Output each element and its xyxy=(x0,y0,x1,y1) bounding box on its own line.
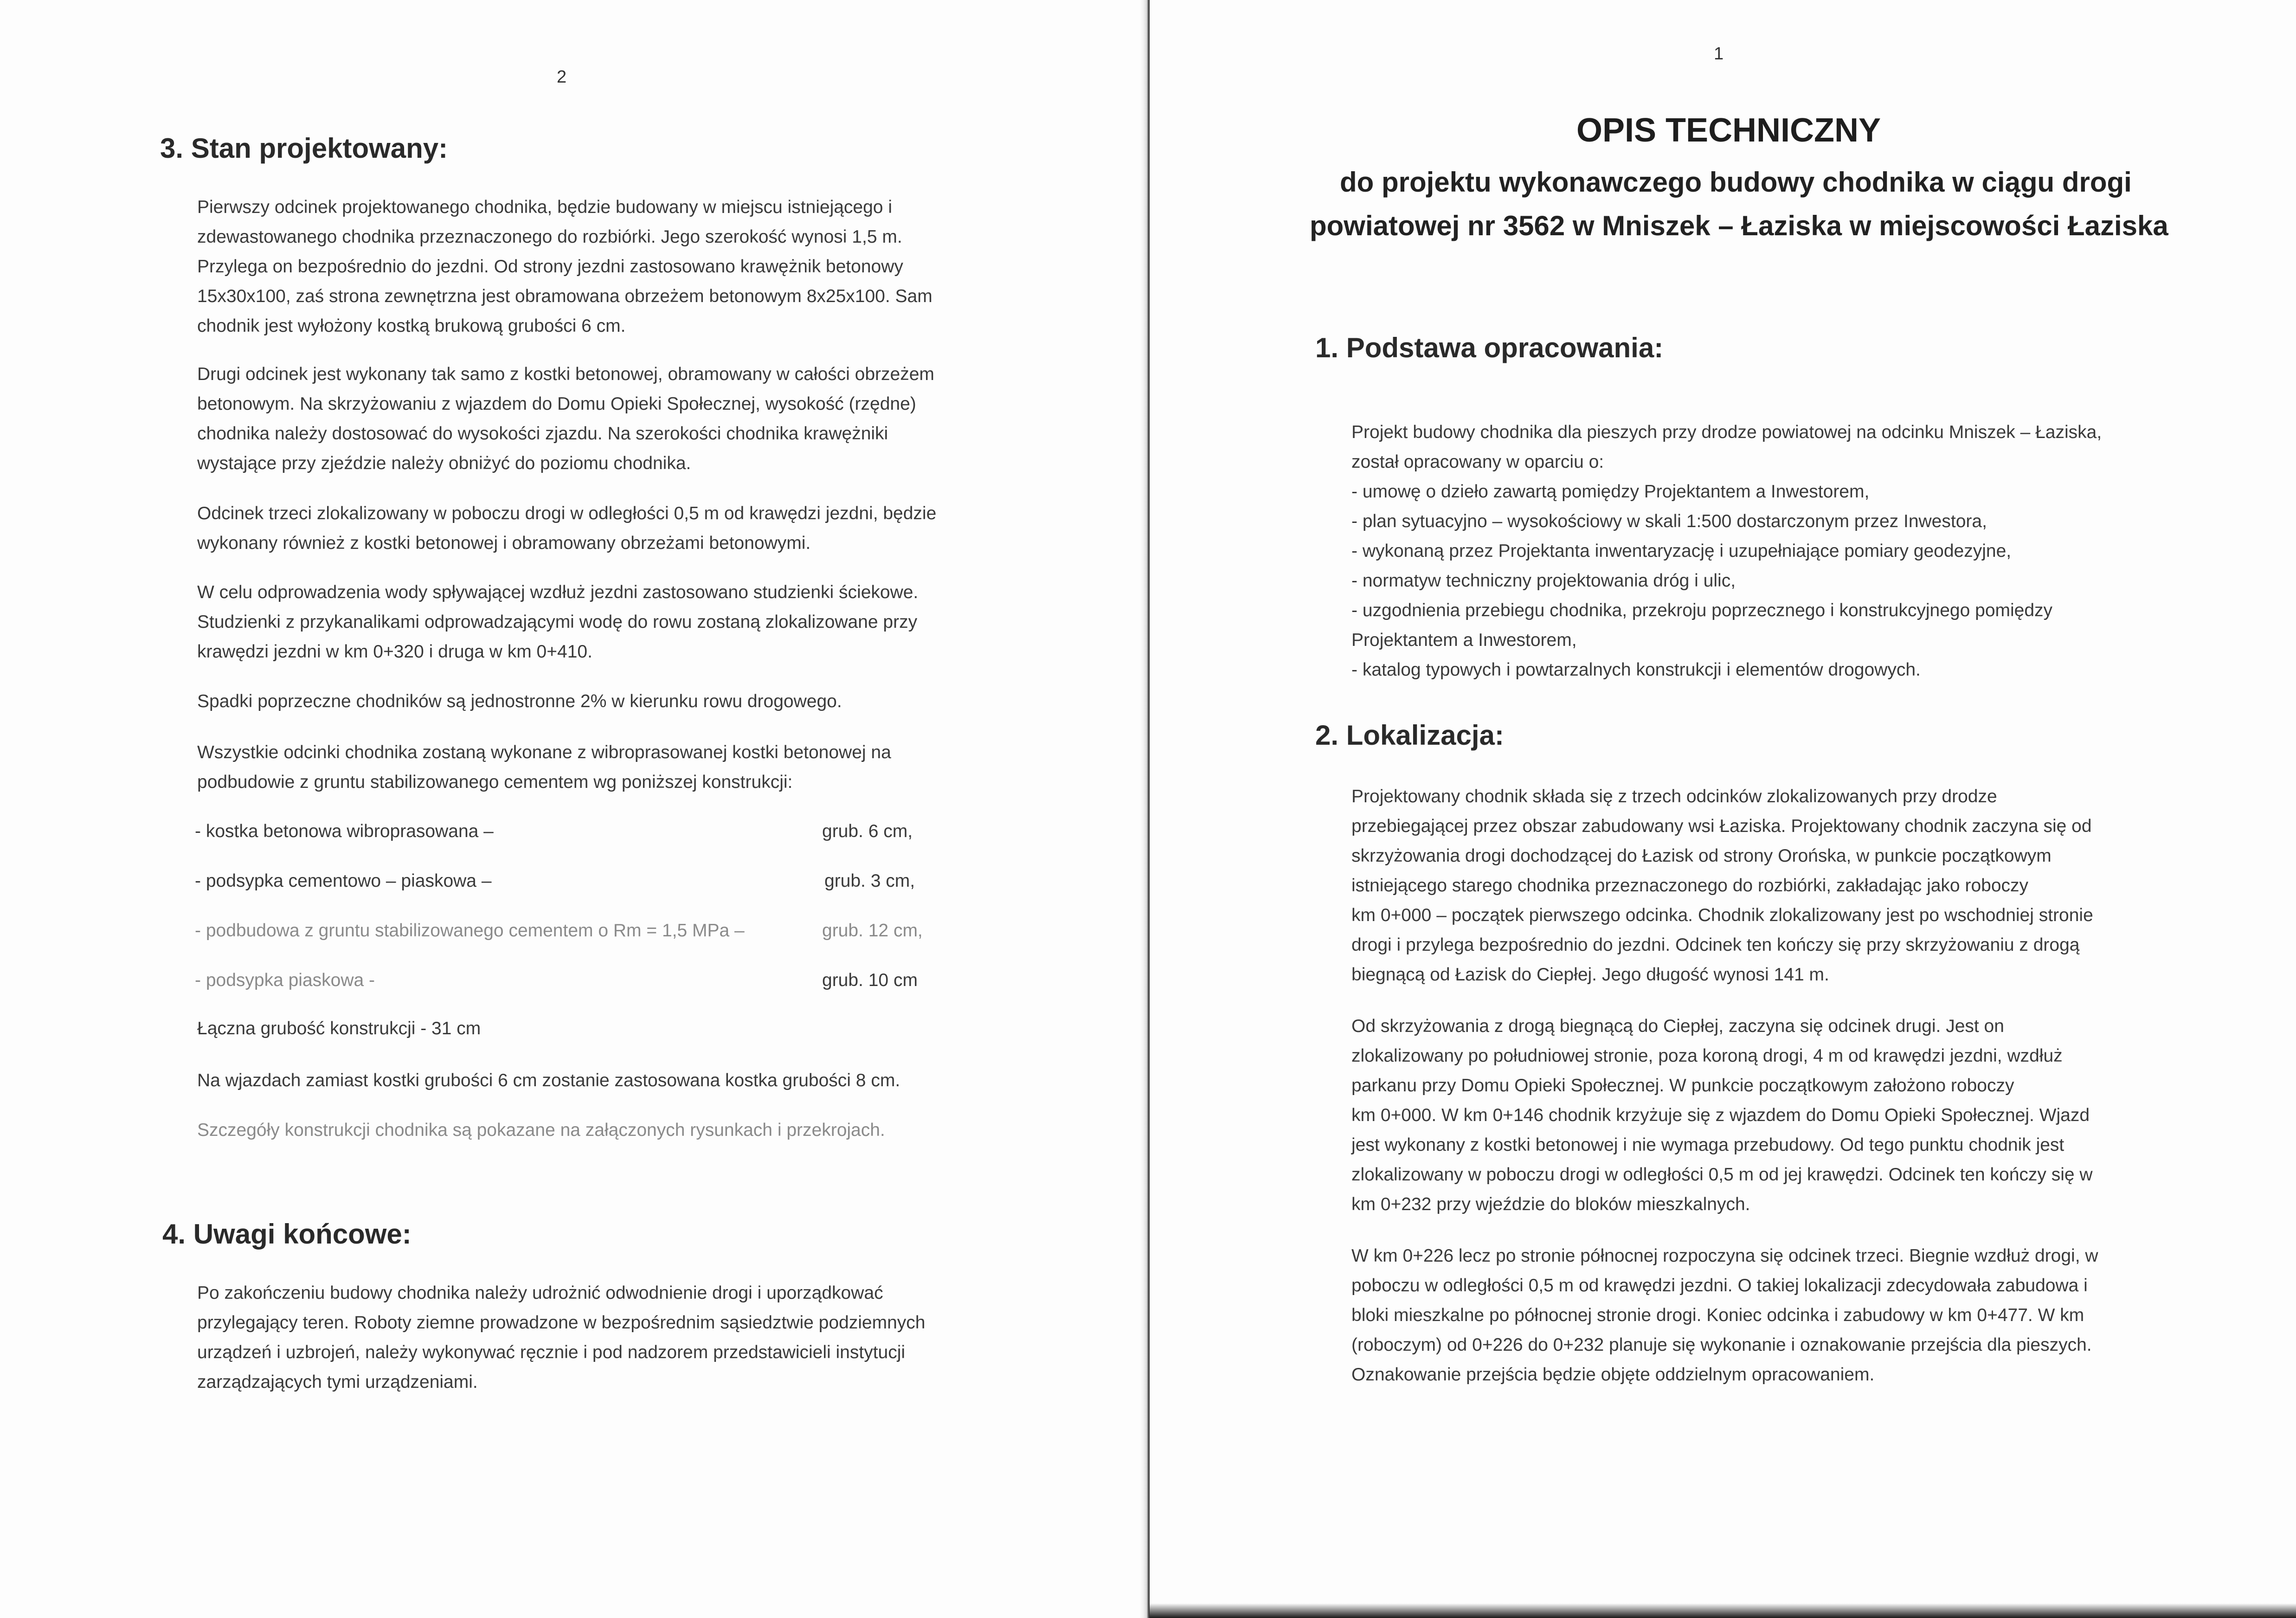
text-line: - uzgodnienia przebiegu chodnika, przekroju poprzecznego i konstrukcyjnego pomiędzy xyxy=(1351,600,2053,620)
section3-paragraph-5 xyxy=(197,687,842,716)
text-line: km 0+232 przy wjeździe do bloków mieszkalnych. xyxy=(1351,1194,1750,1214)
section2-heading: 2. Lokalizacja: xyxy=(1315,720,1504,751)
section4-heading: 4. Uwagi końcowe: xyxy=(162,1218,412,1250)
text-line: urządzeń i uzbrojeń, należy wykonywać ręcznie i pod nadzorem przedstawicieli instytucji xyxy=(197,1342,906,1362)
text-line: - wykonaną przez Projektanta inwentaryzację i uzupełniające pomiary geodezyjne, xyxy=(1351,541,2012,561)
layer-thickness: grub. 3 cm, xyxy=(824,871,915,891)
text-line: - umowę o dzieło zawartą pomiędzy Projektantem a Inwestorem, xyxy=(1351,482,1870,502)
document-subtitle-line-1: do projektu wykonawczego budowy chodnika w ciągu drogi xyxy=(1340,167,2132,198)
text-line: biegnącą od Łazisk do Ciepłej. Jego długość wynosi 141 m. xyxy=(1351,965,1829,985)
section1-paragraph xyxy=(1351,418,2102,685)
text-line: istniejącego starego chodnika przeznaczonego do rozbiórki, zakładając jako roboczy xyxy=(1351,876,2029,896)
text-line: 15x30x100, zaś strona zewnętrzna jest obramowana obrzeżem betonowym 8x25x100. Sam xyxy=(197,286,933,306)
text-line: zarządzających tymi urządzeniami. xyxy=(197,1372,478,1392)
text-line: zlokalizowany po południowej stronie, poza koroną drogi, 4 m od krawędzi jezdni, wzdłuż xyxy=(1351,1046,2063,1066)
text-line: km 0+000 – początek pierwszego odcinka. Chodnik zlokalizowany jest po wschodniej stronie xyxy=(1351,905,2093,925)
text-line: podbudowie z gruntu stabilizowanego cementem wg poniższej konstrukcji: xyxy=(197,772,793,792)
text-line: W km 0+226 lecz po stronie północnej rozpoczyna się odcinek trzeci. Biegnie wzdłuż drogi, w xyxy=(1351,1246,2098,1266)
text-line: zdewastowanego chodnika przeznaczonego do rozbiórki. Jego szerokość wynosi 1,5 m. xyxy=(197,227,902,247)
text-line: - katalog typowych i powtarzalnych konstrukcji i elementów drogowych. xyxy=(1351,660,1921,680)
document-subtitle-line-2: powiatowej nr 3562 w Mniszek – Łaziska w miejscowości Łaziska xyxy=(1310,210,2168,241)
text-line: jest wykonany z kostki betonowej i nie wymaga przebudowy. Od tego punktu chodnik jest xyxy=(1351,1135,2064,1155)
layer-thickness: grub. 6 cm, xyxy=(822,821,913,841)
right-page xyxy=(1150,0,2296,1618)
layer-thickness: grub. 10 cm xyxy=(822,970,918,990)
layer-label: - podsypka piaskowa - xyxy=(195,970,375,990)
text-line: Projektowany chodnik składa się z trzech odcinków zlokalizowanych przy drodze xyxy=(1351,786,1997,806)
text-line: skrzyżowania drogi dochodzącej do Łazisk od strony Orońska, w punkcie początkowym xyxy=(1351,846,2052,866)
text-line: Oznakowanie przejścia będzie objęte oddzielnym opracowaniem. xyxy=(1351,1365,1875,1385)
text-line: drogi i przylega bezpośrednio do jezdni. Odcinek ten kończy się przy skrzyżowaniu z drogą xyxy=(1351,935,2080,955)
document-title: OPIS TECHNICZNY xyxy=(1576,112,1881,149)
text-line: (roboczym) od 0+226 do 0+232 planuje się wykonanie i oznakowanie przejścia dla pieszych. xyxy=(1351,1335,2092,1355)
text-line: Wszystkie odcinki chodnika zostaną wykonane z wibroprasowanej kostki betonowej na xyxy=(197,742,891,762)
section1-heading: 1. Podstawa opracowania: xyxy=(1315,332,1664,363)
text-line: wykonany również z kostki betonowej i obramowany obrzeżami betonowymi. xyxy=(197,533,811,553)
section3-paragraph-1 xyxy=(197,193,933,341)
text-line: wystające przy zjeździe należy obniżyć do poziomu chodnika. xyxy=(197,453,691,473)
text-line: - normatyw techniczny projektowania dróg i ulic, xyxy=(1351,571,1736,591)
text-line: km 0+000. W km 0+146 chodnik krzyżuje się z wjazdem do Domu Opieki Społecznej. Wjazd xyxy=(1351,1105,2090,1125)
text-line: parkanu przy Domu Opieki Społecznej. W punkcie początkowym założono roboczy xyxy=(1351,1076,2014,1096)
section3-paragraph-6 xyxy=(197,738,891,797)
text-line: Po zakończeniu budowy chodnika należy udrożnić odwodnienie drogi i uporządkować xyxy=(197,1283,883,1303)
text-line: Spadki poprzeczne chodników są jednostronne 2% w kierunku rowu drogowego. xyxy=(197,691,842,711)
left-page xyxy=(0,0,1146,1618)
section3-heading: 3. Stan projektowany: xyxy=(160,133,448,164)
driveway-note: Na wjazdach zamiast kostki grubości 6 cm zostanie zastosowana kostka grubości 8 cm. xyxy=(197,1070,900,1090)
text-line: krawędzi jezdni w km 0+320 i druga w km 0+410. xyxy=(197,642,592,662)
section3-paragraph-3 xyxy=(197,499,936,558)
text-line: W celu odprowadzenia wody spływającej wzdłuż jezdni zastosowano studzienki ściekowe. xyxy=(197,582,919,602)
layer-label: - kostka betonowa wibroprasowana – xyxy=(195,821,494,841)
layer-thickness: grub. 12 cm, xyxy=(822,921,923,941)
layer-label: - podsypka cementowo – piaskowa – xyxy=(195,871,492,891)
section4-paragraph xyxy=(197,1278,925,1397)
section2-paragraph-3 xyxy=(1351,1241,2098,1390)
text-line: przebiegającej przez obszar zabudowany wsi Łaziska. Projektowany chodnik zaczyna się od xyxy=(1351,816,2092,836)
section3-paragraph-4 xyxy=(197,578,918,667)
scan-edge-shadow xyxy=(1150,1603,2296,1618)
page-gutter xyxy=(1139,0,1150,1618)
section2-paragraph-2 xyxy=(1351,1012,2093,1219)
text-line: chodnik jest wyłożony kostką brukową grubości 6 cm. xyxy=(197,316,626,336)
text-line: chodnika należy dostosować do wysokości zjazdu. Na szerokości chodnika krawężniki xyxy=(197,424,888,444)
text-line: poboczu w odległości 0,5 m od krawędzi jezdni. O takiej lokalizacji zdecydowała zabudowa i xyxy=(1351,1276,2088,1296)
text-line: betonowym. Na skrzyżowaniu z wjazdem do Domu Opieki Społecznej, wysokość (rzędne) xyxy=(197,394,916,414)
layer-label: - podbudowa z gruntu stabilizowanego cementem o Rm = 1,5 MPa – xyxy=(195,921,745,941)
text-line: został opracowany w oparciu o: xyxy=(1351,452,1604,472)
text-line: - plan sytuacyjno – wysokościowy w skali 1:500 dostarczonym przez Inwestora, xyxy=(1351,511,1987,531)
text-line: Drugi odcinek jest wykonany tak samo z kostki betonowej, obramowany w całości obrzeżem xyxy=(197,364,934,384)
text-line: Odcinek trzeci zlokalizowany w poboczu drogi w odległości 0,5 m od krawędzi jezdni, będzie xyxy=(197,503,937,523)
construction-total: Łączna grubość konstrukcji - 31 cm xyxy=(197,1019,481,1038)
text-line: Projektantem a Inwestorem, xyxy=(1351,630,1577,650)
text-line: Od skrzyżowania z drogą biegnącą do Ciepłej, zaczyna się odcinek drugi. Jest on xyxy=(1351,1016,2004,1036)
text-line: Przylega on bezpośrednio do jezdni. Od strony jezdni zastosowano krawężnik betonowy xyxy=(197,257,903,277)
text-line: Studzienki z przykanalikami odprowadzającymi wodę do rowu zostaną zlokalizowane przy xyxy=(197,612,918,632)
details-note: Szczegóły konstrukcji chodnika są pokazane na załączonych rysunkach i przekrojach. xyxy=(197,1120,885,1140)
section2-paragraph-1 xyxy=(1351,782,2093,990)
text-line: bloki mieszkalne po północnej stronie drogi. Koniec odcinka i zabudowy w km 0+477. W km xyxy=(1351,1305,2084,1325)
section3-paragraph-2 xyxy=(197,360,934,478)
page-number-right: 1 xyxy=(1714,44,1724,64)
page-number-left: 2 xyxy=(557,67,567,87)
text-line: przylegający teren. Roboty ziemne prowadzone w bezpośrednim sąsiedztwie podziemnych xyxy=(197,1313,926,1333)
text-line: zlokalizowany w poboczu drogi w odległości 0,5 m od jej krawędzi. Odcinek ten kończy się w xyxy=(1351,1165,2093,1185)
text-line: Pierwszy odcinek projektowanego chodnika, będzie budowany w miejscu istniejącego i xyxy=(197,197,892,217)
text-line: Projekt budowy chodnika dla pieszych przy drodze powiatowej na odcinku Mniszek – Łaziska, xyxy=(1351,422,2102,442)
